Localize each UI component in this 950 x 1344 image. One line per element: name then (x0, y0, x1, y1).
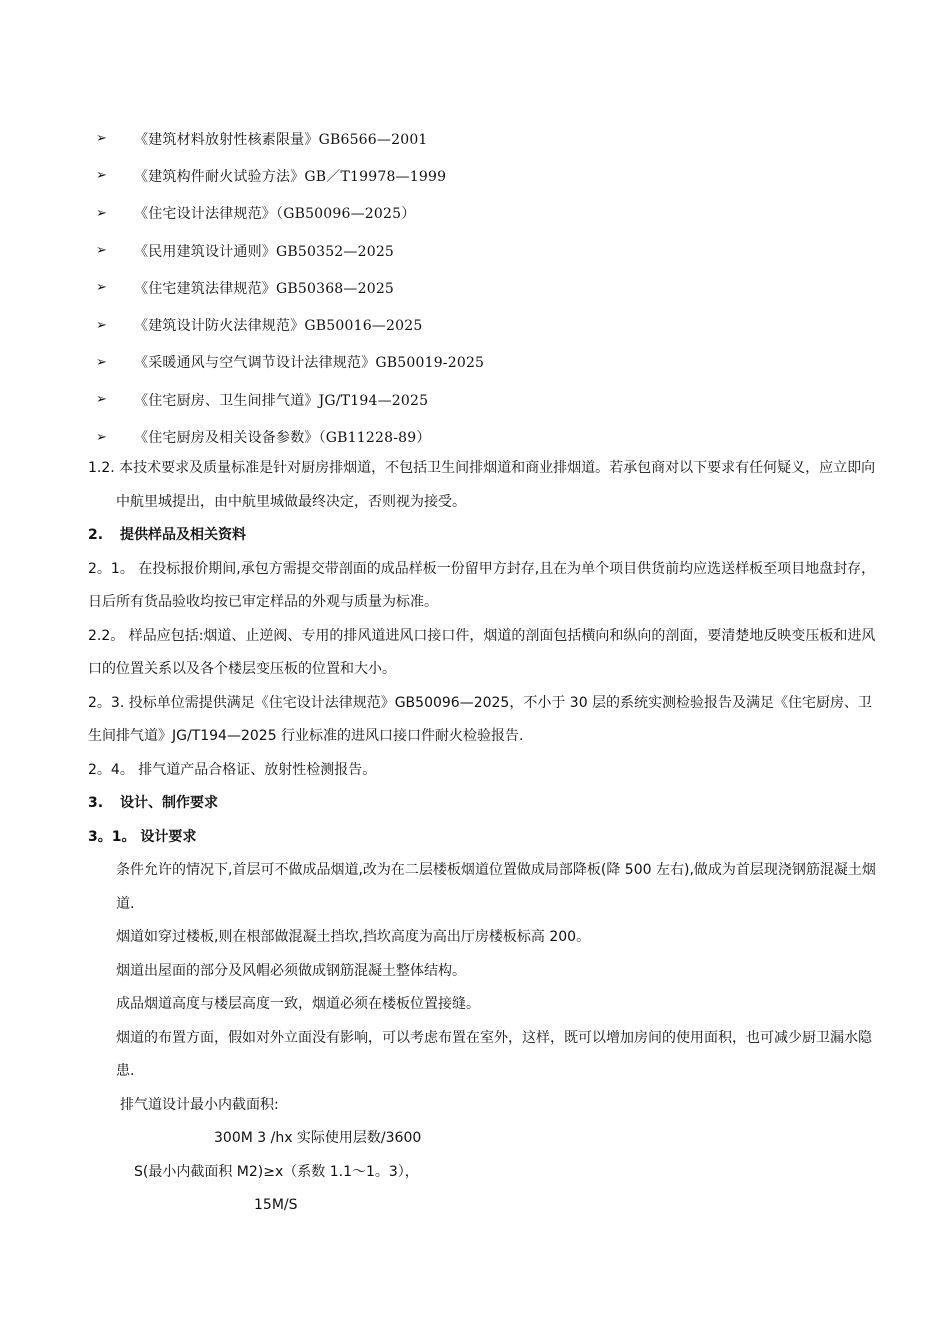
arrow-bullet-icon: ➢ (96, 205, 108, 221)
paragraph-2-1: 2。1。 在投标报价期间,承包方需提交带剖面的成品样板一份留甲方封存,且在为单个项目供货前均应选送样板至项目地盘封存，日后所有货品验收均按已审定样品的外观与质量为标准。 (88, 560, 876, 610)
design-paragraph-1: 条件允许的情况下,首层可不做成品烟道,改为在二层楼板烟道位置做成局部降板(降 500 左右),做成为首层现浇钢筋混凝土烟道. (116, 862, 876, 912)
section-heading-3: 3. 设计、制作要求 (88, 795, 218, 811)
arrow-bullet-icon: ➢ (96, 354, 108, 370)
arrow-bullet-icon: ➢ (96, 243, 108, 259)
standards-list (96, 120, 876, 456)
list-item: ➢ 《住宅厨房、卫生间排气道》JG/T194—2025 (96, 392, 429, 409)
design-paragraph-6: 排气道设计最小内截面积: (120, 1096, 279, 1113)
formula-denominator: 15M/S (254, 1197, 298, 1213)
arrow-bullet-icon: ➢ (96, 317, 108, 333)
paragraph-2-2: 2.2。 样品应包括:烟道、止逆阀、专用的排风道进风口接口件，烟道的剖面包括横向和纵向的剖面，要清楚地反映变压板和进风口的位置关系以及各个楼层变压板的位置和大小。 (88, 627, 876, 677)
design-paragraph-4: 成品烟道高度与楼层高度一致，烟道必须在楼板位置接缝。 (116, 996, 480, 1012)
list-item: ➢ 《建筑设计防火法律规范》GB50016—2025 (96, 317, 423, 335)
arrow-bullet-icon: ➢ (96, 429, 108, 445)
list-item: ➢ 《建筑材料放射性核素限量》GB6566—2001 (96, 131, 428, 148)
arrow-bullet-icon: ➢ (96, 280, 108, 296)
paragraph-1-2: 1.2. 本技术要求及质量标准是针对厨房排烟道，不包括卫生间排烟道和商业排烟道。若承包商对以下要求有任何疑义，应立即向中航里城提出，由中航里城做最终决定，否则视为接受。 (88, 460, 876, 510)
arrow-bullet-icon: ➢ (96, 392, 108, 408)
list-item: ➢ 《建筑构件耐火试验方法》GB／T19978—1999 (96, 168, 447, 185)
formula-main: S(最小内截面积 M2)≥x（系数 1.1～1。3）， (134, 1163, 419, 1180)
list-item: ➢ 《民用建筑设计通则》GB50352—2025 (96, 243, 395, 260)
design-paragraph-5: 烟道的布置方面，假如对外立面没有影响，可以考虑布置在室外，这样，既可以增加房间的使用面积，也可减少厨卫漏水隐患. (116, 1029, 872, 1079)
paragraph-2-3: 2。3. 投标单位需提供满足《住宅设计法律规范》GB50096—2025，不小于 30 层的系统实测检验报告及满足《住宅厨房、卫生间排气道》JG/T194—2025 行业标准的进风口接口件耐火检验报告. (88, 694, 873, 744)
arrow-bullet-icon: ➢ (96, 131, 108, 147)
formula-numerator: 300M 3 /hx 实际使用层数/3600 (214, 1130, 422, 1146)
design-paragraph-2: 烟道如穿过楼板,则在根部做混凝土挡坎,挡坎高度为高出厅房楼板标高 200。 (116, 929, 591, 945)
paragraph-2-4: 2。4。 排气道产品合格证、放射性检测报告。 (88, 761, 377, 778)
document-body (88, 452, 878, 1223)
list-item: ➢ 《住宅设计法律规范》（GB50096—2025） (96, 205, 416, 223)
section-heading-2: 2. 提供样品及相关资料 (88, 527, 246, 543)
list-item: ➢ 《住宅建筑法律规范》GB50368—2025 (96, 280, 395, 297)
arrow-bullet-icon: ➢ (96, 168, 108, 184)
list-item: ➢ 《采暖通风与空气调节设计法律规范》GB50019-2025 (96, 354, 485, 372)
list-item: ➢ 《住宅厨房及相关设备参数》（GB11228-89） (96, 429, 431, 447)
subsection-heading-3-1: 3。1。 设计要求 (88, 828, 197, 845)
design-paragraph-3: 烟道出屋面的部分及风帽必须做成钢筋混凝土整体结构。 (116, 962, 466, 979)
